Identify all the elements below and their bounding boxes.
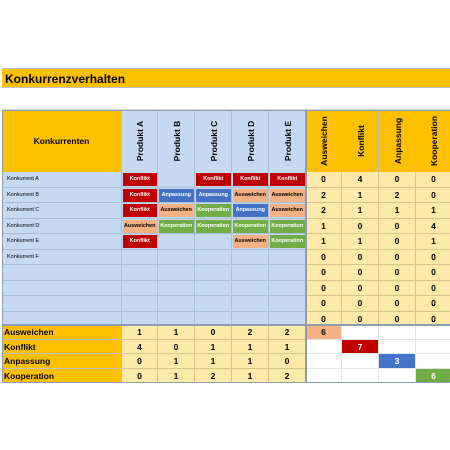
behavior-count-cell[interactable]: 0 — [416, 188, 450, 204]
total-cell[interactable]: 1 — [232, 369, 269, 384]
empty-cell[interactable] — [379, 340, 416, 355]
blank-row — [2, 89, 450, 110]
competitor-name-cell[interactable] — [2, 265, 122, 281]
behavior-count-cell[interactable]: 0 — [379, 250, 416, 266]
behavior-badge: Anpassung — [196, 189, 232, 202]
total-cell[interactable]: 4 — [122, 340, 158, 355]
behavior-count-cell[interactable]: 2 — [379, 188, 416, 204]
summary-header-label: Ausweichen — [319, 116, 329, 166]
empty-cell[interactable] — [416, 340, 450, 355]
total-cell[interactable]: 1 — [195, 340, 232, 355]
total-cell[interactable]: 2 — [232, 325, 269, 340]
matrix-cell[interactable] — [269, 250, 306, 266]
total-cell[interactable]: 1 — [158, 354, 195, 369]
behavior-count-cell[interactable]: 1 — [306, 219, 342, 235]
behavior-count-cell[interactable]: 0 — [416, 265, 450, 281]
behavior-count-cell[interactable]: 0 — [306, 281, 342, 297]
behavior-count-cell[interactable]: 2 — [306, 188, 342, 204]
behavior-count-cell[interactable]: 0 — [379, 312, 416, 328]
grand-total-cell[interactable]: 7 — [342, 340, 379, 355]
total-cell[interactable]: 0 — [122, 354, 158, 369]
total-cell[interactable]: 0 — [158, 340, 195, 355]
behavior-count-cell[interactable]: 0 — [342, 219, 379, 235]
matrix-cell[interactable] — [122, 250, 158, 266]
behavior-badge: Konflikt — [123, 235, 158, 248]
behavior-count-cell[interactable]: 0 — [416, 172, 450, 188]
grand-total-cell[interactable]: 6 — [416, 369, 450, 384]
product-header-label: Produkt C — [208, 120, 219, 162]
total-cell[interactable]: 1 — [195, 354, 232, 369]
behavior-count-cell[interactable]: 0 — [342, 312, 379, 328]
total-cell[interactable]: 1 — [232, 340, 269, 355]
competitor-name-cell[interactable] — [2, 281, 122, 297]
empty-cell[interactable] — [306, 354, 342, 369]
matrix-cell[interactable] — [158, 234, 195, 250]
behavior-count-cell[interactable]: 0 — [416, 250, 450, 266]
behavior-badge: Ausweichen — [233, 189, 269, 202]
matrix-cell[interactable] — [269, 296, 306, 312]
matrix-cell[interactable] — [232, 281, 269, 297]
behavior-badge: Konflikt — [196, 173, 232, 186]
competitor-name-cell[interactable]: Konkurrent A — [2, 172, 122, 188]
total-cell[interactable]: 1 — [122, 325, 158, 340]
behavior-count-cell[interactable]: 1 — [342, 234, 379, 250]
behavior-count-cell[interactable]: 0 — [306, 265, 342, 281]
competitor-name-cell[interactable] — [2, 296, 122, 312]
behavior-badge: Kooperation — [270, 235, 306, 248]
behavior-count-cell[interactable]: 0 — [379, 219, 416, 235]
summary-divider — [305, 110, 307, 383]
total-cell[interactable]: 1 — [158, 325, 195, 340]
totals-divider — [2, 324, 450, 326]
behavior-count-cell[interactable]: 0 — [416, 296, 450, 312]
summary-header-label: Kooperation — [429, 115, 439, 167]
total-row-label[interactable]: Ausweichen — [2, 325, 122, 340]
total-cell[interactable]: 2 — [269, 325, 306, 340]
behavior-count-cell[interactable]: 0 — [379, 296, 416, 312]
behavior-badge: Anpassung — [233, 204, 269, 217]
matrix-cell[interactable] — [269, 281, 306, 297]
behavior-count-cell[interactable]: 1 — [379, 203, 416, 219]
matrix-cell[interactable] — [195, 296, 232, 312]
matrix-cell[interactable] — [122, 296, 158, 312]
behavior-badge: Ausweichen — [270, 189, 306, 202]
behavior-count-cell[interactable]: 0 — [379, 234, 416, 250]
matrix-cell[interactable] — [232, 296, 269, 312]
behavior-count-cell[interactable]: 0 — [342, 265, 379, 281]
empty-cell[interactable] — [306, 340, 342, 355]
matrix-cell[interactable] — [232, 265, 269, 281]
matrix-cell[interactable] — [158, 281, 195, 297]
behavior-count-cell[interactable]: 4 — [342, 172, 379, 188]
matrix-cell[interactable] — [232, 250, 269, 266]
behavior-badge: Ausweichen — [270, 204, 306, 217]
product-header-label: Produkt D — [245, 120, 256, 162]
matrix-cell[interactable] — [122, 265, 158, 281]
total-row-label[interactable]: Konflikt — [2, 340, 122, 355]
total-cell[interactable]: 0 — [122, 369, 158, 384]
behavior-badge: Kooperation — [196, 204, 232, 217]
empty-cell[interactable] — [342, 325, 379, 340]
behavior-count-cell[interactable]: 1 — [416, 234, 450, 250]
behavior-count-cell[interactable]: 1 — [416, 203, 450, 219]
matrix-cell[interactable] — [195, 250, 232, 266]
empty-cell[interactable] — [416, 354, 450, 369]
competitor-name-cell[interactable]: Konkurrent F — [2, 250, 122, 266]
product-header-label: Produkt A — [135, 120, 145, 162]
behavior-badge: Anpassung — [159, 189, 195, 202]
summary-header-label: Konflikt — [355, 125, 366, 157]
total-cell[interactable]: 2 — [269, 369, 306, 384]
total-cell[interactable]: 1 — [269, 340, 306, 355]
behavior-count-cell[interactable]: 4 — [416, 219, 450, 235]
behavior-count-cell[interactable]: 0 — [342, 281, 379, 297]
behavior-count-cell[interactable]: 0 — [306, 250, 342, 266]
behavior-count-cell[interactable]: 0 — [342, 250, 379, 266]
product-header-label: Produkt E — [282, 120, 293, 162]
behavior-count-cell[interactable]: 0 — [306, 296, 342, 312]
empty-cell[interactable] — [342, 354, 379, 369]
matrix-cell[interactable] — [195, 281, 232, 297]
matrix-cell[interactable] — [269, 265, 306, 281]
behavior-badge: Kooperation — [196, 220, 232, 233]
behavior-count-cell[interactable]: 2 — [306, 203, 342, 219]
competitor-name-cell[interactable]: Konkurrent E — [2, 234, 122, 250]
total-cell[interactable]: 0 — [269, 354, 306, 369]
grand-total-cell[interactable]: 3 — [379, 354, 416, 369]
total-cell[interactable]: 1 — [158, 369, 195, 384]
behavior-badge: Konflikt — [123, 173, 158, 186]
grand-total-cell[interactable]: 6 — [306, 325, 342, 340]
behavior-count-cell[interactable]: 1 — [342, 203, 379, 219]
behavior-count-cell[interactable]: 0 — [416, 312, 450, 328]
summary-header-label: Anpassung — [392, 117, 403, 165]
matrix-cell[interactable] — [158, 172, 195, 188]
behavior-badge: Konflikt — [123, 189, 158, 202]
behavior-badge: Kooperation — [233, 220, 269, 233]
matrix-cell[interactable] — [158, 296, 195, 312]
total-cell[interactable]: 1 — [232, 354, 269, 369]
behavior-badge: Ausweichen — [233, 235, 269, 248]
behavior-badge: Ausweichen — [159, 204, 195, 217]
empty-cell[interactable] — [379, 369, 416, 384]
behavior-count-cell[interactable]: 0 — [379, 172, 416, 188]
total-row-label[interactable]: Kooperation — [2, 369, 122, 384]
behavior-badge: Kooperation — [270, 220, 306, 233]
empty-cell[interactable] — [416, 325, 450, 340]
empty-cell[interactable] — [379, 325, 416, 340]
total-row-label[interactable]: Anpassung — [2, 354, 122, 369]
matrix-cell[interactable] — [195, 265, 232, 281]
behavior-count-cell[interactable]: 1 — [306, 234, 342, 250]
column-header-konkurrenten: Konkurrenten — [2, 110, 122, 172]
competitor-name-cell[interactable]: Konkurrent C — [2, 203, 122, 219]
behavior-count-cell[interactable]: 0 — [379, 265, 416, 281]
behavior-count-cell[interactable]: 0 — [342, 296, 379, 312]
behavior-count-cell[interactable]: 0 — [379, 281, 416, 297]
total-cell[interactable]: 0 — [195, 325, 232, 340]
competitor-name-cell[interactable]: Konkurrent D — [2, 219, 122, 235]
behavior-count-cell[interactable]: 0 — [416, 281, 450, 297]
behavior-count-cell[interactable]: 0 — [306, 172, 342, 188]
sheet-title: Konkurrenzverhalten — [2, 68, 450, 88]
empty-cell[interactable] — [342, 369, 379, 384]
behavior-badge: Ausweichen — [123, 220, 158, 233]
behavior-badge: Kooperation — [159, 220, 195, 233]
behavior-badge: Konflikt — [123, 204, 158, 217]
product-header-label: Produkt B — [171, 120, 182, 162]
behavior-badge: Konflikt — [233, 173, 269, 186]
behavior-badge: Konflikt — [270, 173, 306, 186]
empty-cell[interactable] — [306, 369, 342, 384]
total-cell[interactable]: 2 — [195, 369, 232, 384]
matrix-cell[interactable] — [158, 250, 195, 266]
competitor-name-cell[interactable]: Konkurrent B — [2, 188, 122, 204]
matrix-cell[interactable] — [158, 265, 195, 281]
matrix-cell[interactable] — [122, 281, 158, 297]
behavior-count-cell[interactable]: 1 — [342, 188, 379, 204]
behavior-count-cell[interactable]: 0 — [306, 312, 342, 328]
matrix-cell[interactable] — [195, 234, 232, 250]
